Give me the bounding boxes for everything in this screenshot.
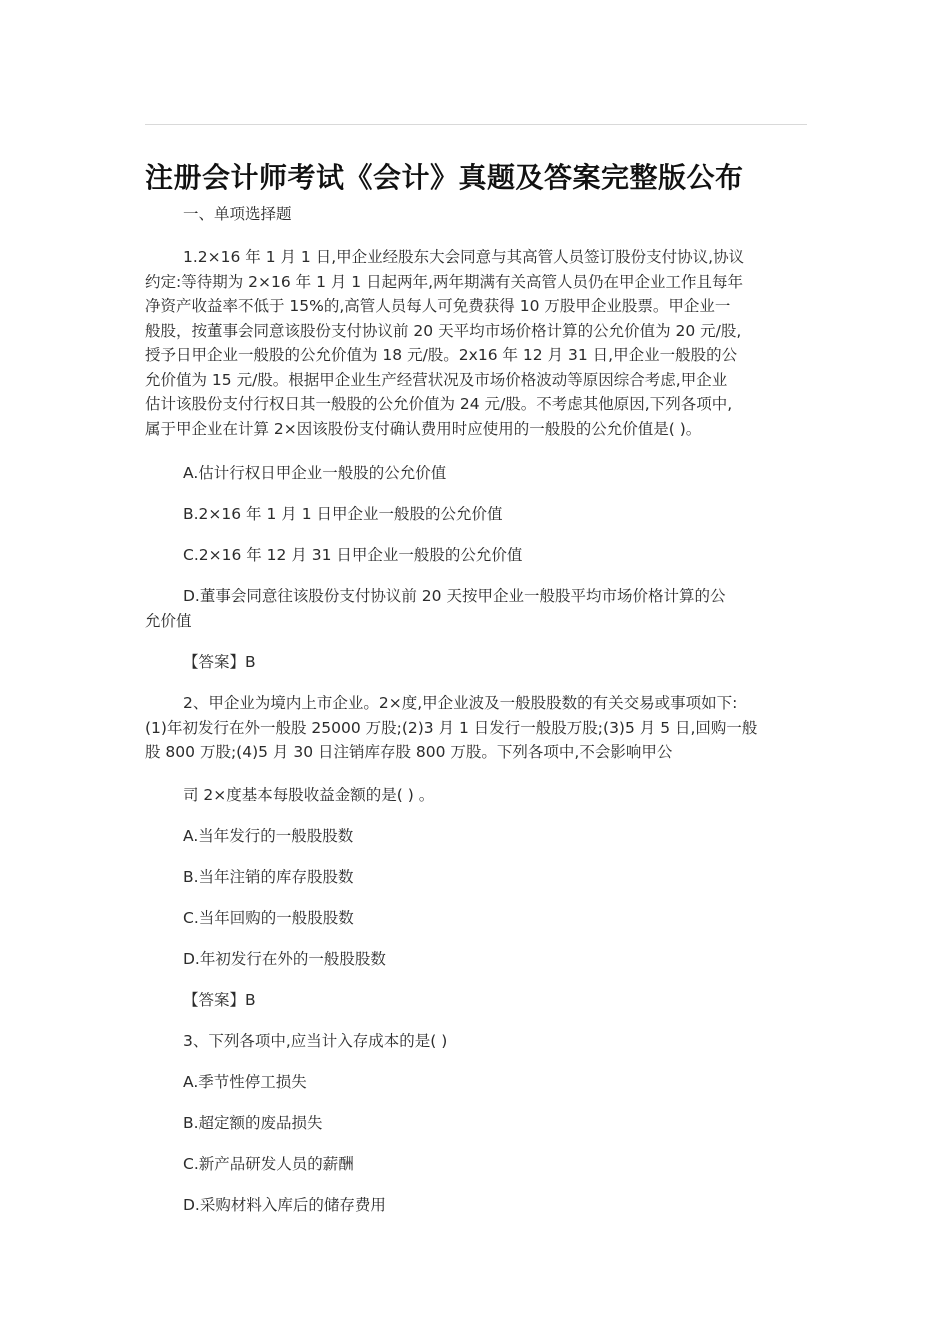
option-text: C.当年回购的一般股股数: [183, 909, 354, 927]
question-1-option-b: [145, 502, 807, 527]
option-text: C.新产品研发人员的薪酬: [183, 1155, 354, 1173]
question-3-option-c: [145, 1152, 807, 1177]
question-2-option-a: [145, 824, 807, 849]
question-3-line: 3、下列各项中,应当计入存成本的是( ): [183, 1032, 448, 1050]
option-text: B.当年注销的库存股股数: [183, 868, 354, 886]
question-3-option-d: [145, 1193, 807, 1218]
question-1-stem: [145, 245, 807, 441]
option-text: B.2×16 年 1 月 1 日甲企业一般股的公允价值: [183, 505, 503, 523]
option-text: D.采购材料入库后的储存费用: [183, 1196, 386, 1214]
option-text: A.季节性停工损失: [183, 1073, 307, 1091]
question-2-answer: [145, 988, 807, 1013]
section-heading-text: 一、单项选择题: [183, 205, 292, 223]
question-1-line: 1.2×16 年 1 月 1 日,甲企业经股东大会同意与其高管人员签订股份支付协议,协议: [183, 248, 745, 266]
question-1-line: 属于甲企业在计算 2×因该股份支付确认费用时应使用的一般股的公允价值是( )。: [145, 419, 702, 438]
question-1-line: 般股，按董事会同意该股份支付协议前 20 天平均市场价格计算的公允价值为 20 元/股,: [145, 321, 742, 340]
question-1-option-c: [145, 543, 807, 568]
page-title: 注册会计师考试《会计》真题及答案完整版公布: [145, 161, 744, 194]
question-1-line: 估计该股份支付行权日其一般股的公允价值为 24 元/股。不考虑其他原因,下列各项中,: [145, 395, 733, 413]
question-2-line: 司 2×度基本每股收益金额的是( ) 。: [183, 786, 435, 804]
question-2-line: 2、甲企业为境内上市企业。2×度,甲企业波及一般股股数的有关交易或事项如下:: [183, 694, 738, 712]
answer-text: 【答案】B: [183, 653, 256, 671]
question-1-line: 允价值为 15 元/股。根据甲企业生产经营状况及市场价格波动等原因综合考虑,甲企业: [145, 370, 728, 389]
section-heading: [145, 202, 807, 227]
question-2-stem: [145, 691, 807, 765]
question-2-option-b: [145, 865, 807, 890]
top-divider: [145, 124, 807, 125]
question-3-option-a: [145, 1070, 807, 1095]
question-2-option-c: [145, 906, 807, 931]
question-1-line: 净资产收益率不低于 15%的,高管人员每人可免费获得 10 万股甲企业股票。甲企业一: [145, 297, 731, 315]
option-text: 允价值: [145, 611, 192, 630]
option-text: A.当年发行的一般股股数: [183, 827, 354, 845]
question-1-option-d: [145, 584, 807, 633]
question-1-line: 约定:等待期为 2×16 年 1 月 1 日起两年,两年期满有关高管人员仍在甲企业工作且每年: [145, 272, 744, 291]
question-3-option-b: [145, 1111, 807, 1136]
question-2-continuation: [145, 783, 807, 808]
question-2-option-d: [145, 947, 807, 972]
option-text: C.2×16 年 12 月 31 日甲企业一般股的公允价值: [183, 546, 523, 564]
option-text: B.超定额的废品损失: [183, 1114, 323, 1132]
question-1-answer: [145, 650, 807, 675]
question-3-stem: [145, 1029, 807, 1054]
question-2-line: 股 800 万股;(4)5 月 30 日注销库存股 800 万股。下列各项中,不会影响甲公: [145, 743, 673, 761]
question-1-line: 授予日甲企业一般股的公允价值为 18 元/股。2x16 年 12 月 31 日,甲企业一般股的公: [145, 346, 738, 364]
option-text: D.董事会同意往该股份支付协议前 20 天按甲企业一般股平均市场价格计算的公: [183, 587, 726, 605]
option-text: D.年初发行在外的一般股股数: [183, 950, 386, 968]
question-1-option-a: [145, 461, 807, 486]
option-text: A.估计行权日甲企业一般股的公允价值: [183, 464, 447, 482]
question-2-line: (1)年初发行在外一般股 25000 万股;(2)3 月 1 日发行一般股万股;(3)5 月 5 日,回购一般: [145, 718, 758, 737]
answer-text: 【答案】B: [183, 991, 256, 1009]
